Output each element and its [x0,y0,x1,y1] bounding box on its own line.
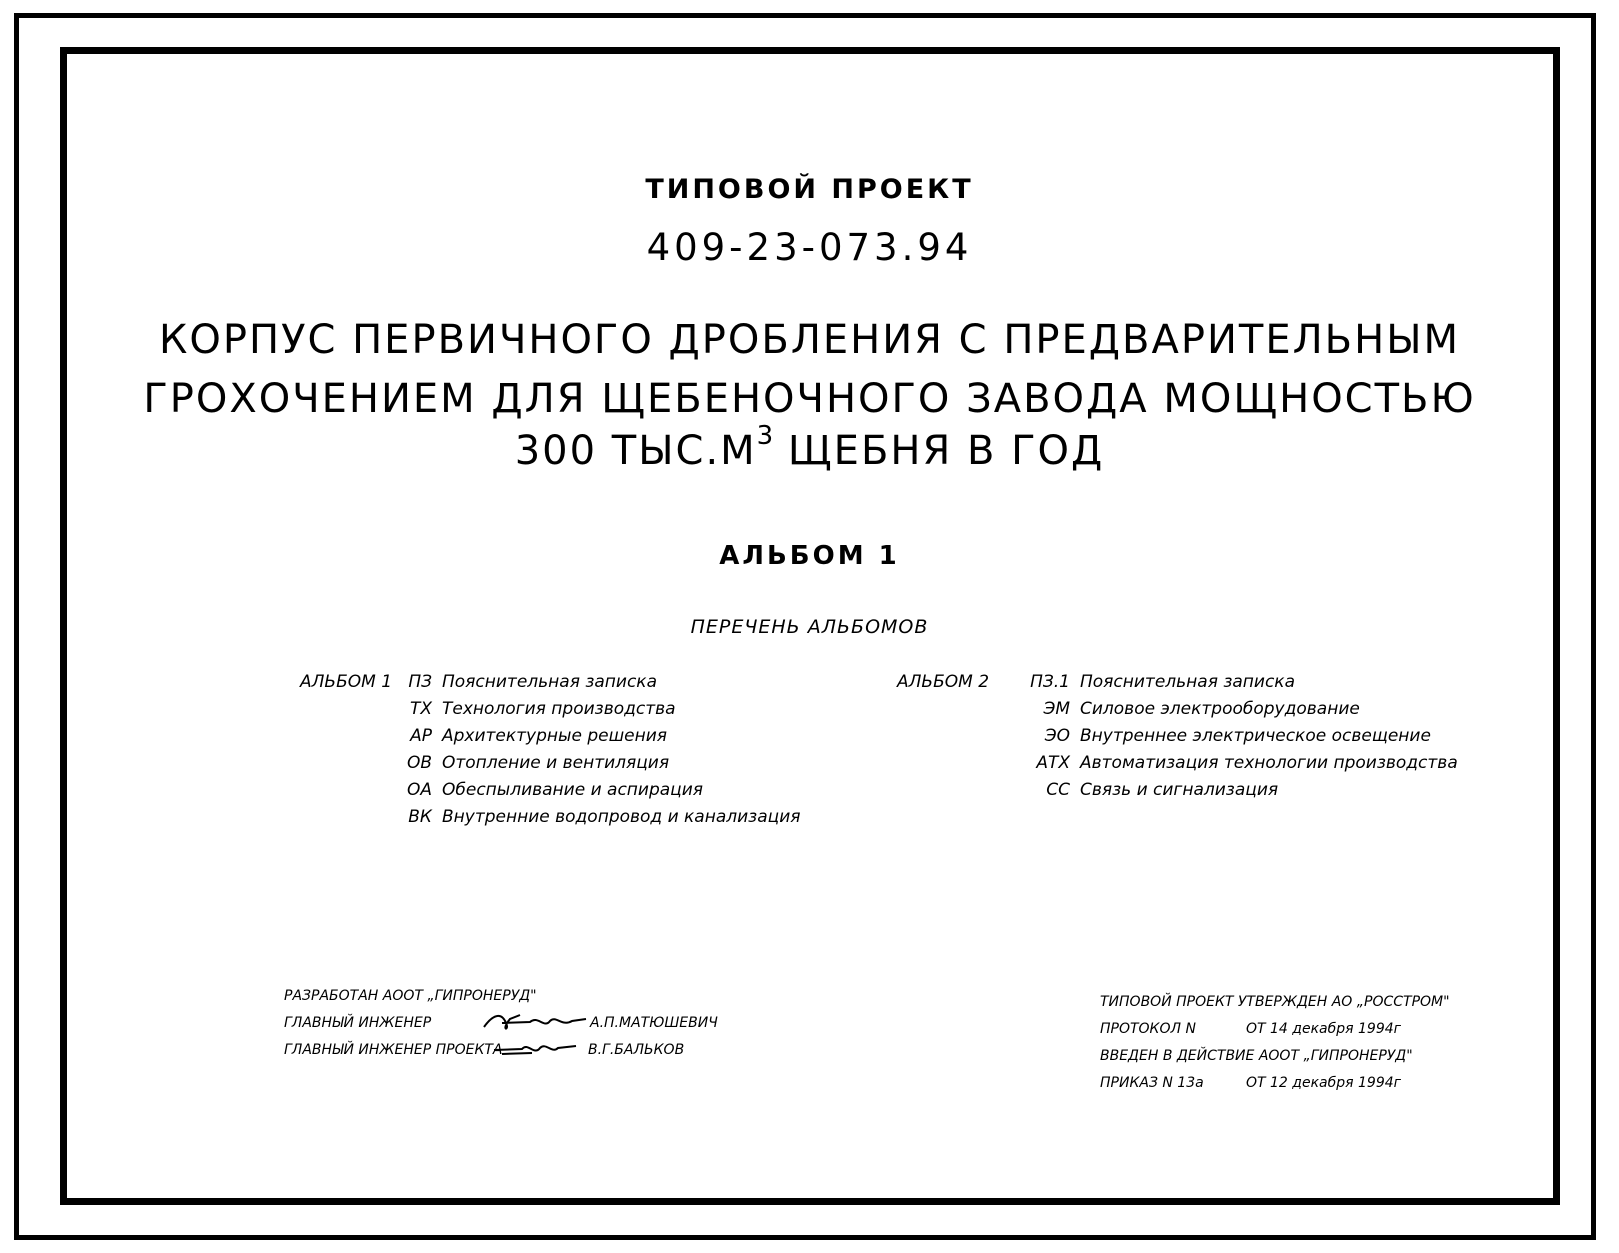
section-code: ВК [408,807,432,827]
order-label: ПРИКАЗ N 13а [1100,1075,1204,1091]
album-1-name: АЛЬБОМ 1 [300,672,393,692]
section-code: ЭМ [1043,699,1070,719]
approved-by: ТИПОВОЙ ПРОЕКТ УТВЕРЖДЕН АО „РОССТРОМ" [1100,994,1450,1010]
album-heading: АЛЬБОМ 1 [719,541,900,571]
section-description: Обеспыливание и аспирация [442,780,704,800]
chief-engineer-label: ГЛАВНЫЙ ИНЖЕНЕР [284,1015,432,1031]
order-date: ОТ 12 декабря 1994г [1246,1075,1401,1091]
albums-list-title: ПЕРЕЧЕНЬ АЛЬБОМОВ [690,616,929,638]
protocol-label: ПРОТОКОЛ N [1100,1021,1196,1037]
chief-engineer-name: А.П.МАТЮШЕВИЧ [590,1015,718,1031]
section-description: Силовое электрооборудование [1080,699,1360,719]
title-line-3-start: 300 ТЫС.М [514,428,757,474]
signature-icon [492,1040,578,1060]
enacted-by: ВВЕДЕН В ДЕЙСТВИЕ АООТ „ГИПРОНЕРУД" [1100,1048,1413,1064]
section-description: Связь и сигнализация [1080,780,1279,800]
section-description: Автоматизация технологии производства [1080,753,1458,773]
protocol-date: ОТ 14 декабря 1994г [1246,1021,1401,1037]
signature-icon [480,1009,590,1035]
project-code: 409-23-073.94 [646,226,973,269]
chief-engineer-row [284,1015,744,1042]
section-code: ЭО [1044,726,1070,746]
project-engineer-label: ГЛАВНЫЙ ИНЖЕНЕР ПРОЕКТА [284,1042,503,1058]
title-line-1: КОРПУС ПЕРВИЧНОГО ДРОБЛЕНИЯ С ПРЕДВАРИТЕЛЬНЫМ [159,317,1460,363]
title-line-2: ГРОХОЧЕНИЕМ ДЛЯ ЩЕБЕНОЧНОГО ЗАВОДА МОЩНОСТЬЮ [143,376,1476,422]
approval-block [1100,994,1460,1102]
section-description: Внутренние водопровод и канализация [442,807,801,827]
approval-row-4 [1100,1075,1460,1102]
project-engineer-row [284,1042,744,1069]
section-description: Отопление и вентиляция [442,753,670,773]
developer-block [284,988,744,1069]
approval-row-3 [1100,1048,1460,1075]
approval-row-2 [1100,1021,1460,1048]
section-description: Внутреннее электрическое освещение [1080,726,1431,746]
section-code: ПЗ.1 [1030,672,1070,692]
section-description: Пояснительная записка [442,672,657,692]
section-description: Архитектурные решения [442,726,667,746]
section-code: АР [410,726,432,746]
approval-row-1 [1100,994,1460,1021]
section-description: Пояснительная записка [1080,672,1295,692]
section-code: ОВ [406,753,432,773]
title-line-3-end: ЩЕБНЯ В ГОД [773,428,1105,474]
project-label: ТИПОВОЙ ПРОЕКТ [645,174,974,205]
section-code: СС [1046,780,1070,800]
section-code: ПЗ [408,672,432,692]
album-2-name: АЛЬБОМ 2 [897,672,990,692]
section-code: АТХ [1036,753,1070,773]
developed-by: РАЗРАБОТАН АООТ „ГИПРОНЕРУД" [284,988,537,1004]
cubic-superscript: 3 [756,421,774,451]
title-line-3 [0,421,1619,474]
section-code: ОА [406,780,432,800]
section-code: ТХ [409,699,432,719]
section-description: Технология производства [442,699,676,719]
project-engineer-name: В.Г.БАЛЬКОВ [588,1042,685,1058]
